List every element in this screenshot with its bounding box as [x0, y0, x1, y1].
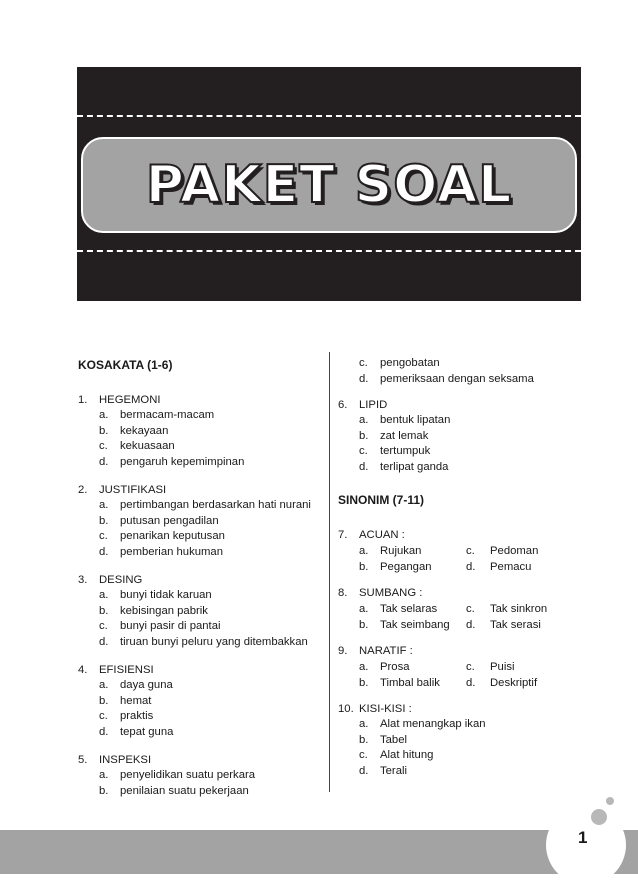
- question-word: HEGEMONI: [99, 394, 161, 406]
- question-word: EFISIENSI: [99, 664, 154, 676]
- option: a. pertimbangan berdasarkan hati nurani: [99, 499, 311, 511]
- option-row: b. Tak seimbang d. Tak serasi: [359, 619, 541, 631]
- option: d. pengaruh kepemimpinan: [99, 455, 245, 468]
- option: b. Tabel: [359, 733, 408, 746]
- option-row: a. Rujukan c. Pedoman: [359, 545, 539, 557]
- option: a. bentuk lipatan: [359, 414, 451, 426]
- option: d. pemberian hukuman: [99, 545, 223, 558]
- question-number: 10.: [338, 703, 354, 715]
- column-divider: [329, 352, 330, 792]
- question-8: [338, 585, 588, 633]
- option: c. praktis: [99, 710, 154, 722]
- option: a. daya guna: [99, 679, 173, 691]
- decorative-dot: [591, 809, 607, 825]
- dashed-line-bottom: [77, 250, 581, 252]
- option: c. kekuasaan: [99, 440, 175, 452]
- option: d. terlipat ganda: [359, 460, 449, 473]
- question-word: SUMBANG :: [359, 587, 423, 599]
- decorative-dot: [606, 797, 614, 805]
- question-1: [78, 392, 323, 470]
- option: a. penyelidikan suatu perkara: [99, 769, 256, 781]
- footer-bar: [0, 830, 638, 874]
- question-word: INSPEKSI: [99, 754, 152, 766]
- option: a. bunyi tidak karuan: [99, 589, 212, 601]
- question-number: 4.: [78, 664, 88, 676]
- option: d. tepat guna: [99, 725, 174, 738]
- option: b. hemat: [99, 694, 152, 707]
- option: d. pemeriksaan dengan seksama: [359, 372, 534, 385]
- question-9: [338, 643, 588, 691]
- section-heading-sinonim: SINONIM (7-11): [338, 493, 425, 507]
- option-row: b. Pegangan d. Pemacu: [359, 561, 532, 573]
- left-column: [78, 356, 323, 799]
- question-5-continued: [338, 356, 588, 387]
- option: d. Terali: [359, 764, 407, 777]
- question-3: [78, 572, 323, 650]
- question-word: NARATIF :: [359, 645, 413, 657]
- question-number: 3.: [78, 574, 88, 586]
- question-number: 7.: [338, 529, 348, 541]
- question-word: ACUAN :: [359, 529, 405, 541]
- option: c. pengobatan: [359, 357, 440, 369]
- option: c. penarikan keputusan: [99, 530, 225, 542]
- page-number: 1: [578, 828, 588, 847]
- option: c. bunyi pasir di pantai: [99, 620, 221, 632]
- question-2: [78, 482, 323, 560]
- question-word: LIPID: [359, 399, 388, 411]
- option: c. Alat hitung: [359, 749, 434, 761]
- question-6: [338, 397, 588, 475]
- option: b. kekayaan: [99, 424, 169, 437]
- section-heading-kosakata: KOSAKATA (1-6): [78, 358, 173, 372]
- question-number: 9.: [338, 645, 348, 657]
- option-row: a. Tak selaras c. Tak sinkron: [359, 603, 548, 615]
- option-row: b. Timbal balik d. Deskriptif: [359, 677, 538, 689]
- right-column: [338, 356, 588, 779]
- title-pill: [81, 137, 577, 233]
- option-row: a. Prosa c. Puisi: [359, 661, 515, 673]
- option: b. zat lemak: [359, 429, 429, 442]
- page-title: PAKET SOAL: [145, 155, 513, 215]
- option: b. putusan pengadilan: [99, 514, 219, 527]
- question-number: 6.: [338, 399, 348, 411]
- question-10: [338, 701, 588, 779]
- question-7: [338, 527, 588, 575]
- question-number: 2.: [78, 484, 88, 496]
- question-number: 1.: [78, 394, 88, 406]
- question-4: [78, 662, 323, 740]
- option: c. tertumpuk: [359, 445, 431, 457]
- question-word: DESING: [99, 574, 143, 586]
- question-5: [78, 752, 323, 799]
- option: a. Alat menangkap ikan: [359, 718, 486, 730]
- dashed-line-top: [77, 115, 581, 117]
- question-number: 8.: [338, 587, 348, 599]
- question-word: KISI-KISI :: [359, 703, 412, 715]
- question-number: 5.: [78, 754, 88, 766]
- question-word: JUSTIFIKASI: [99, 484, 167, 496]
- option: a. bermacam-macam: [99, 409, 215, 421]
- title-banner: [77, 67, 581, 301]
- option: b. penilaian suatu pekerjaan: [99, 784, 249, 797]
- option: d. tiruan bunyi peluru yang ditembakkan: [99, 635, 308, 648]
- option: b. kebisingan pabrik: [99, 604, 208, 617]
